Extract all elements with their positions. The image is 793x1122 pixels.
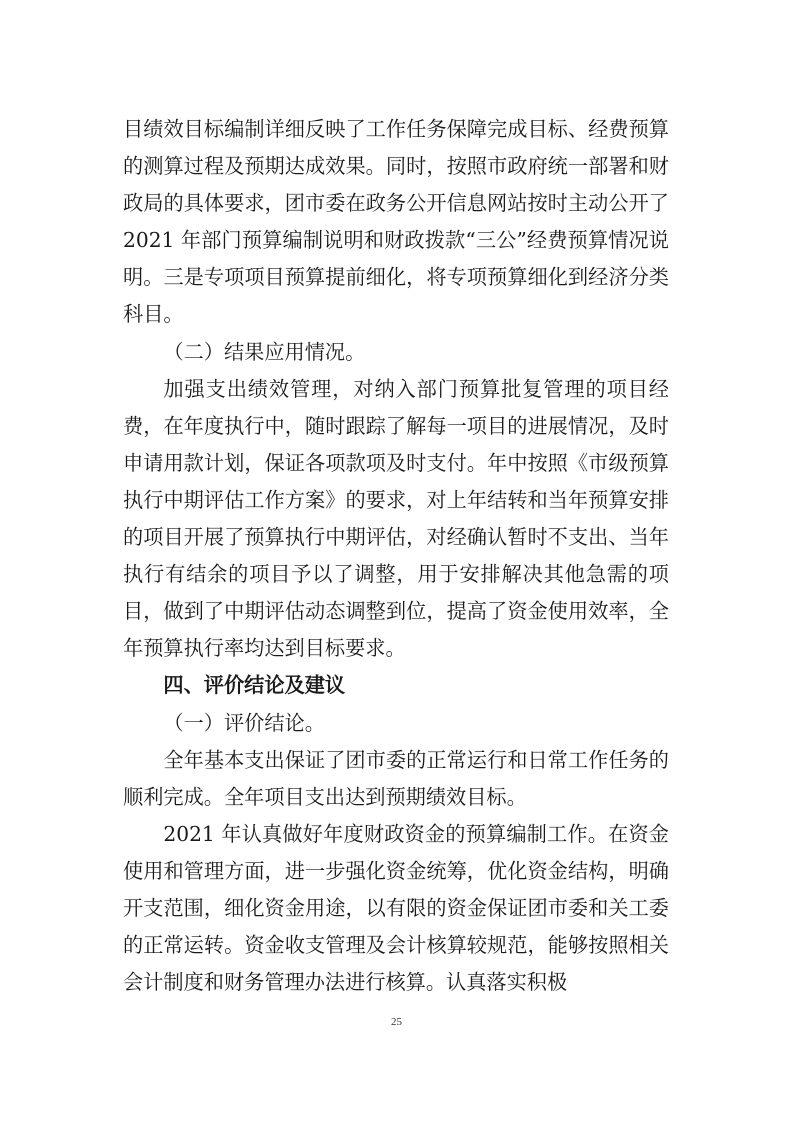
section-heading-conclusions: 四、评价结论及建议 bbox=[163, 673, 346, 698]
paragraph-basic-expenditure: 全年基本支出保证了团市委的正常运行和日常工作任务的顺利完成。全年项目支出达到预期绩效目标。 bbox=[123, 747, 669, 809]
subheading-results-application: （二）结果应用情况。 bbox=[163, 339, 366, 364]
paragraph-expenditure-management: 加强支出绩效管理，对纳入部门预算批复管理的项目经费，在年度执行中，随时跟踪了解每一项目的进展情况，及时申请用款计划，保证各项款项及时支付。年中按照《市级预算执行中期评估工作方案》的要求，对上年结转和当年预算安排的项目开展了预算执行中期评估，对经确认暂时不支出、当年执行有结余的项目予以了调整，用于安排解决其他急需的项目，做到了中期评估动态调整到位，提高了资金使用效率，全年预算执行率均达到目标要求。 bbox=[123, 376, 669, 661]
body-text bbox=[123, 111, 669, 1001]
paragraph-budget-preparation: 2021 年认真做好年度财政资金的预算编制工作。在资金使用和管理方面，进一步强化资金统筹，优化资金结构，明确开支范围，细化资金用途，以有限的资金保证团市委和关工委的正常运转。资金收支管理及会计核算较规范，能够按照相关会计制度和财务管理办法进行核算。认真落实积极 bbox=[123, 821, 669, 995]
paragraph-budget-details: 目绩效目标编制详细反映了工作任务保障完成目标、经费预算的测算过程及预期达成效果。同时，按照市政府统一部署和财政局的具体要求，团市委在政务公开信息网站按时主动公开了 2021 年部门预算编制说明和财政拨款“三公”经费预算情况说明。三是专项项目预算提前细化，将专项预算细化到经济分类科目。 bbox=[123, 117, 669, 327]
subheading-evaluation-conclusion: （一）评价结论。 bbox=[163, 710, 325, 735]
page-number: 25 bbox=[391, 1016, 402, 1028]
